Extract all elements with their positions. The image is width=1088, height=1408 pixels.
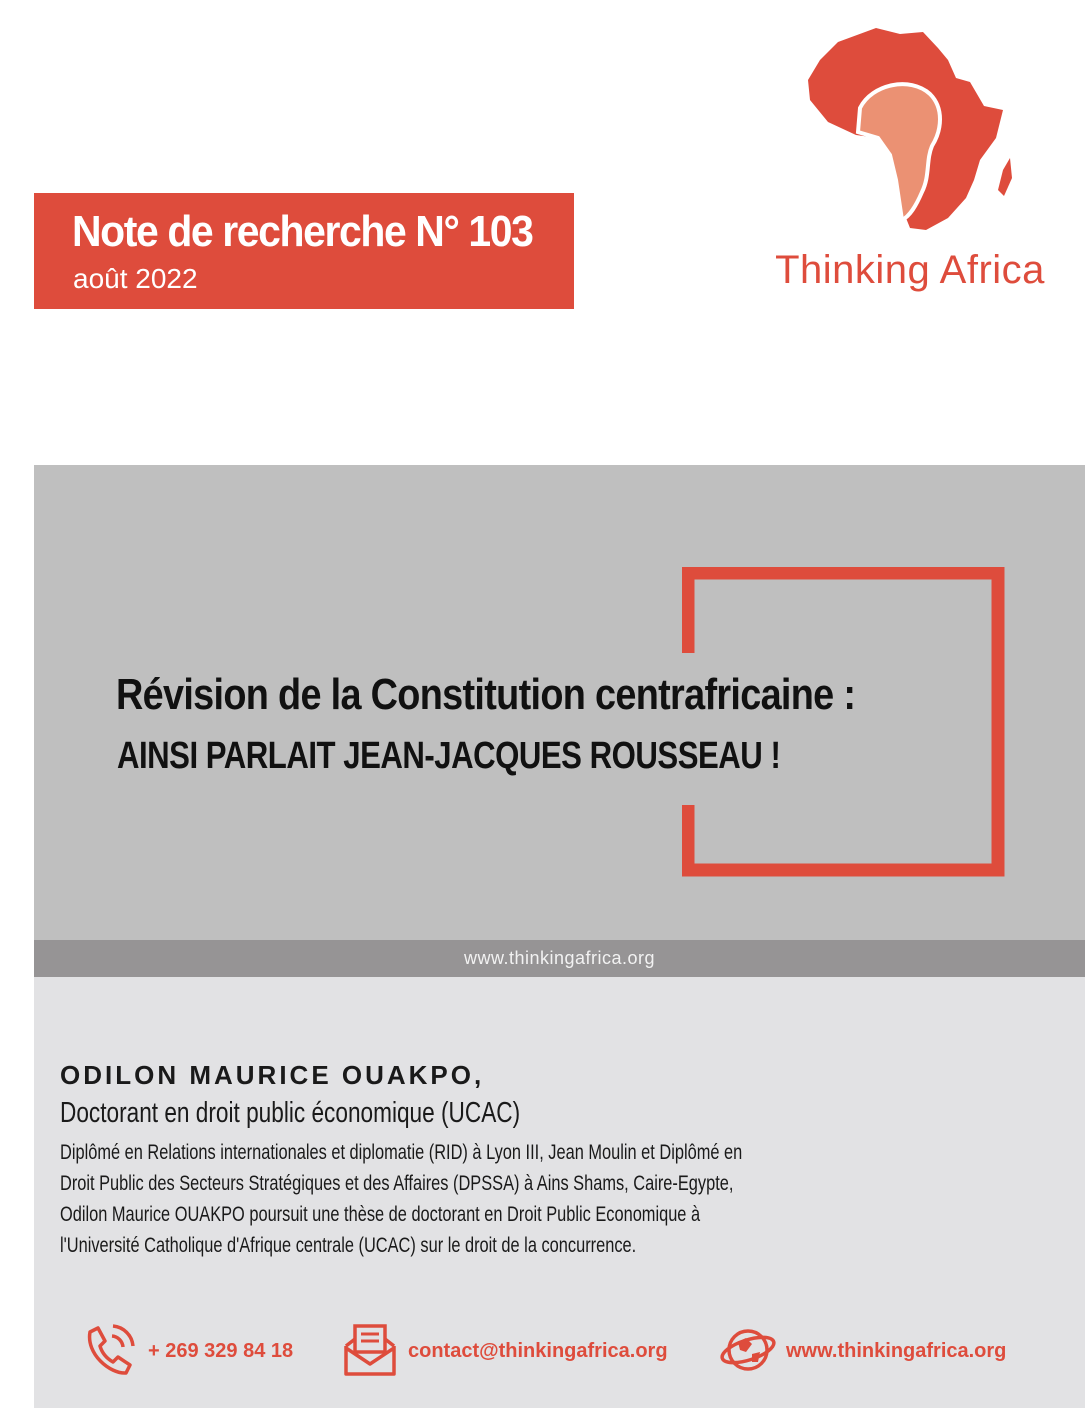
note-date: août 2022: [73, 263, 198, 294]
phone-number[interactable]: + 269 329 84 18: [148, 1340, 294, 1362]
email-link[interactable]: contact@thinkingafrica.org: [408, 1340, 668, 1362]
hero-panel: [34, 465, 1085, 940]
note-title: Note de recherche N° 103: [72, 207, 533, 256]
website-band: www.thinkingafrica.org: [34, 940, 1085, 977]
globe-icon: [720, 1322, 776, 1378]
author-name: ODILON MAURICE OUAKPO,: [60, 1060, 485, 1090]
decorative-frame: [682, 567, 1006, 878]
phone-icon: [80, 1322, 136, 1378]
hero-subtitle: AINSI PARLAIT JEAN-JACQUES ROUSSEAU !: [117, 735, 781, 777]
thinking-africa-logo: [760, 20, 1070, 300]
logo-text: Thinking Africa: [775, 248, 1045, 292]
mail-icon: [342, 1322, 398, 1378]
author-section: [34, 977, 1085, 1408]
hero-title: Révision de la Constitution centrafricaine :: [116, 670, 856, 719]
author-role: Doctorant en droit public économique (UCAC): [60, 1097, 521, 1129]
bio-line: Droit Public des Secteurs Stratégiques et des Affaires (DPSSA) à Ains Shams, Caire-Egypte,: [60, 1172, 734, 1195]
africa-map-icon: [798, 20, 1038, 245]
note-badge: [34, 193, 574, 309]
website-link[interactable]: www.thinkingafrica.org: [786, 1340, 1007, 1362]
bio-line: l'Université Catholique d'Afrique centrale (UCAC) sur le droit de la concurrence.: [60, 1234, 637, 1257]
bio-line: Odilon Maurice OUAKPO poursuit une thèse de doctorant en Droit Public Economique à: [60, 1203, 701, 1226]
bio-line: Diplômé en Relations internationales et diplomatie (RID) à Lyon III, Jean Moulin et Diplômé en: [60, 1141, 743, 1164]
author-bio: [60, 1137, 746, 1261]
